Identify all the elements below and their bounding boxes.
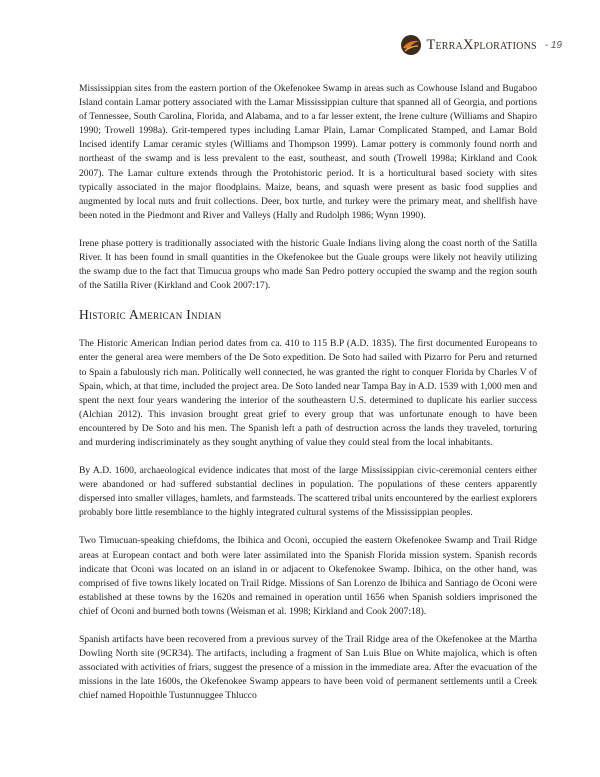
paragraph-spanish-artifacts: Spanish artifacts have been recovered from a previous survey of the Trail Ridge area of the Okefenokee at the Martha Dowling North site (9CR34). The artifacts, including a fragment of San Luis Blue on White majolica, which is often associated with activities of friars, suggest the presence of a mission in the immediate area. After the evacuation of the missions in the late 1600s, the Okefenokee Swamp appears to have been void of permanent settlements until a Creek chief named Hopoithle Tustunnuggee Thlucco [79,634,537,702]
paragraph-timucuan-chiefdoms: Two Timucuan-speaking chiefdoms, the Ibihica and Oconi, occupied the eastern Okefenokee Swamp and Trail Ridge areas at European contact and both were later assimilated into the Spanish Florida mission system. Spanish records indicate that Oconi was located on an island in or adjacent to Okefenokee Swamp. Ibihica, on the other hand, was comprised of five towns likely located on Trail Ridge. Missions of San Lorenzo de Ibihica and Santiago de Oconi were established at these towns by the 1620s and remained in operation until 1656 when Spanish soldiers imprisoned the chief of Oconi and burned both towns (Weisman et al. 1998; Kirkland and Cook 2007:18). [79,535,537,617]
logo-text: TerraXplorations [426,36,537,53]
paragraph-historic-period: The Historic American Indian period dates from ca. 410 to 115 B.P (A.D. 1835). The first documented Europeans to enter the general area were members of the De Soto expedition. De Soto had sailed with Pizarro for Peru and returned to Spain a fabulously rich man. Politically well connected, he was granted the right to conquer Florida by Charles V of Spain, which, at that time, included the project area. De Soto landed near Tampa Bay in A.D. 1539 with 1,000 men and spent the next four years wandering the interior of the southeastern U.S. determined to duplicate his earlier success (Alchian 2012). This invasion brought great grief to every group that was unfortunate enough to have been encountered by De Soto and his men. The Spanish left a path of destruction across the lands they traveled, torturing and murdering indiscriminately as they sought anything of value they could steal from the local inhabitants. [79,338,537,448]
section-heading: Historic American Indian [79,307,222,323]
document-body [79,82,537,717]
paragraph-irene-phase: Irene phase pottery is traditionally associated with the historic Guale Indians living along the coast north of the Satilla River. It has been found in small quantities in the Okefenokee but the Guale groups were likely not heavily utilizing the swamp due to the fact that Timucua groups who made San Pedro pottery occupied the swamp and the region south of the Satilla River (Kirkland and Cook 2007:17). [79,237,537,292]
paragraph-mississippian-sites: Mississippian sites from the eastern portion of the Okefenokee Swamp in areas such as Cowhouse Island and Bugaboo Island contain Lamar pottery associated with the Lamar Mississippian culture that spanned all of Georgia, and portions of Tennessee, South Carolina, Florida, and Alabama, and to a far lesser extent, the Irene culture (Williams and Shapiro 1990; Trowell 1998a). Grit-tempered types including Lamar Plain, Lamar Complicated Stamped, and Lamar Bold Incised identify Lamar ceramic styles (Williams and Thompson 1999). Lamar pottery is commonly found north and northeast of the swamp and is less prevalent to the east, southeast, and south (Trowell 1998a; Kirkland and Cook 2007). The Lamar culture extends through the Protohistoric period. It is a horticultural based society with sites typically associated in the major floodplains. Maize, beans, and squash were present as basic food supplies and augmented by local nuts and fruit collections. Deer, box turtle, and turkey were the primary meat, and shellfish have been noted in the Piedmont and River and Valleys (Hally and Rudolph 1986; Wynn 1990). [79,83,537,221]
page-header [400,34,562,56]
paragraph-ad-1600: By A.D. 1600, archaeological evidence indicates that most of the large Mississippian civic-ceremonial centers either were abandoned or had suffered substantial declines in population. The populations of these centers apparently dispersed into smaller villages, hamlets, and farmsteads. The scattered tribal units encountered by the earliest explorers probably bore little resemblance to the highly integrated cultural systems of the Mississippian peoples. [79,465,537,519]
page-number: - 19 [544,39,562,51]
terraxplorations-logo-icon [400,34,422,56]
